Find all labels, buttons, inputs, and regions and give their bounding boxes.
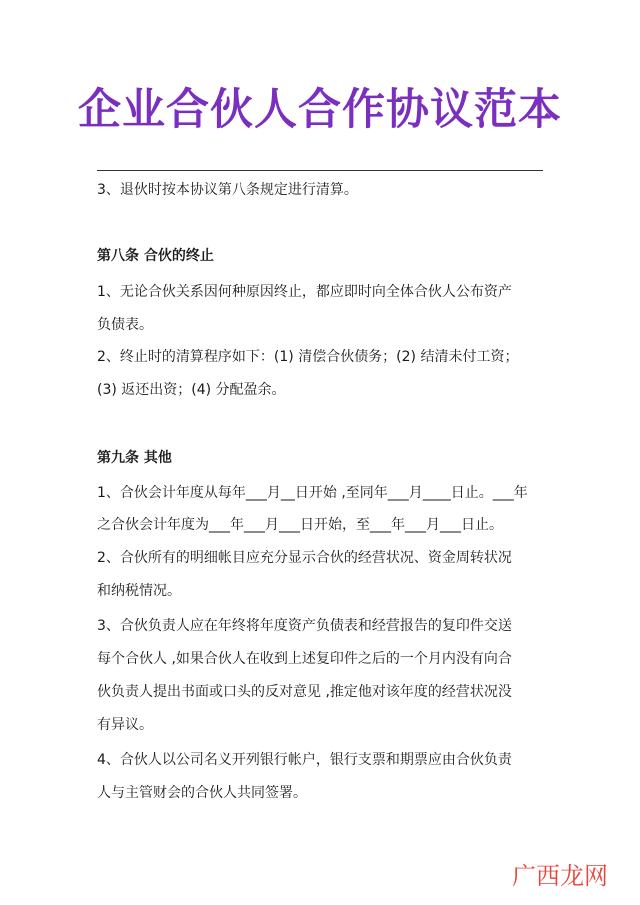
clause-line: 1、合伙会计年度从每年___月__日开始 ,至同年___月____日止。___年 [97, 485, 528, 501]
clause-line: 2、终止时的清算程序如下：(1) 清偿合伙债务；(2) 结清未付工资； [97, 349, 519, 365]
clause-line: 2、合伙所有的明细帐目应充分显示合伙的经营状况、资金周转状况 [97, 550, 512, 566]
section-heading-article-8: 第八条 合伙的终止 [97, 248, 214, 264]
clause-line: 4、合伙人以公司名义开列银行帐户，银行支票和期票应由合伙负责 [97, 752, 512, 768]
clause-line: 1、无论合伙关系因何种原因终止，都应即时向全体合伙人公布资产 [97, 284, 512, 300]
clause-line: 每个合伙人 ,如果合伙人在收到上述复印件之后的一个月内没有向合 [97, 651, 512, 667]
document-title: 企业合伙人合作协议范本 [78, 85, 562, 135]
clause-line: 负债表。 [97, 317, 153, 333]
clause-line: 之合伙会计年度为___年___月___日开始，至___年___月___日止。 [97, 517, 503, 533]
site-watermark: 广西龙网 [512, 862, 608, 890]
clause-line: 伙负责人提出书面或口头的反对意见 ,推定他对该年度的经营状况没 [97, 684, 512, 700]
section-heading-article-9: 第九条 其他 [97, 450, 172, 466]
clause-line: 和纳税情况。 [97, 583, 181, 599]
clause-line: 3、合伙负责人应在年终将年度资产负债表和经营报告的复印件交送 [97, 618, 512, 634]
clause-line: 有异议。 [97, 717, 153, 733]
clause-line: (3) 返还出资；(4) 分配盈余。 [97, 382, 286, 398]
clause-line: 3、退伙时按本协议第八条规定进行清算。 [97, 182, 358, 198]
title-divider [97, 170, 543, 171]
clause-line: 人与主管财会的合伙人共同签署。 [97, 785, 307, 801]
